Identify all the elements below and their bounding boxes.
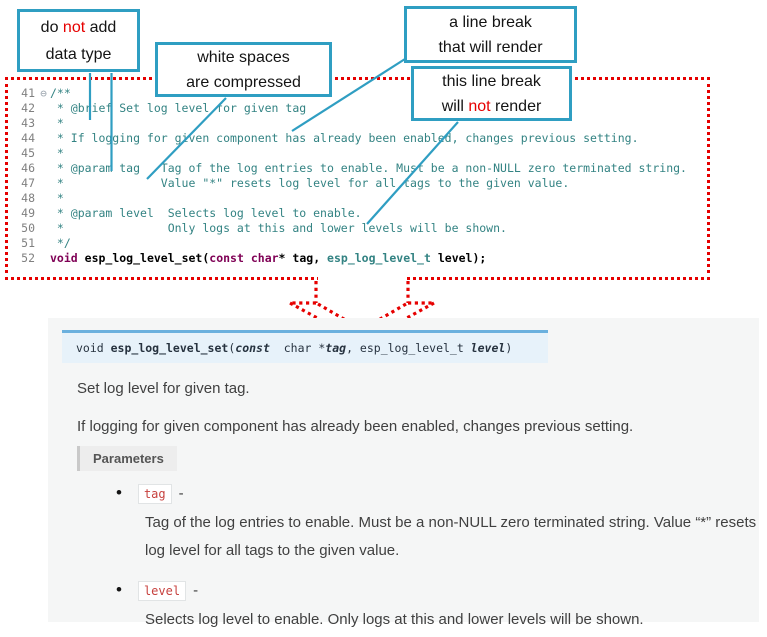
code-line — [14, 176, 687, 191]
callout-line: do not add — [40, 18, 117, 36]
line-number: 45 — [21, 146, 35, 160]
param-name-code: level — [138, 581, 186, 601]
line-number: 47 — [21, 176, 35, 190]
fold-column — [37, 206, 50, 221]
code-line — [14, 221, 687, 236]
fold-column — [37, 221, 50, 236]
line-number: 49 — [21, 206, 35, 220]
code-line — [14, 251, 687, 266]
brief-paragraph: Set log level for given tag. — [77, 380, 250, 397]
code-text: * — [50, 116, 64, 130]
parameters-label: Parameters — [77, 446, 177, 471]
code-text: * — [50, 191, 64, 205]
param-item — [116, 481, 757, 565]
line-number: 50 — [21, 221, 35, 235]
param-description: Selects log level to enable. Only logs at this and lower levels will be shown. — [145, 611, 644, 628]
callout-no-datatype — [17, 9, 140, 72]
code-line — [14, 191, 687, 206]
code-text: * — [50, 146, 64, 160]
fold-minus-icon: ⊖ — [40, 87, 47, 100]
param-dash: - — [193, 582, 199, 599]
line-number: 41 — [21, 86, 35, 100]
bullet-icon: • — [116, 580, 122, 599]
code-line — [14, 161, 687, 176]
line-number: 44 — [21, 131, 35, 145]
code-snippet-frame — [5, 77, 710, 280]
callout-line: are compressed — [186, 73, 301, 91]
fold-column — [37, 251, 50, 266]
callout-break-renders — [404, 6, 577, 63]
fold-column — [37, 131, 50, 146]
line-number: 51 — [21, 236, 35, 250]
fold-column — [37, 101, 50, 116]
param-description: Tag of the log entries to enable. Must be a non-NULL zero terminated string. Value “*” resets log level for all tags to the given value. — [145, 514, 757, 559]
param-item — [116, 578, 746, 634]
fold-column — [37, 161, 50, 176]
line-number: 43 — [21, 116, 35, 130]
callout-line: a line break — [449, 13, 532, 31]
code-text: * @param tag Tag of the log entries to enable. Must be a non-NULL zero terminated string. — [50, 161, 687, 175]
code-text: void esp_log_level_set(const char* tag, esp_log_level_t level); — [50, 251, 487, 265]
callout-break-not-render — [411, 66, 572, 121]
code-line — [14, 206, 687, 221]
code-text: * @brief Set log level for given tag — [50, 101, 307, 115]
code-line — [14, 131, 687, 146]
callout-whitespace-compressed — [155, 42, 332, 97]
callout-line: data type — [45, 45, 112, 63]
fold-column — [37, 146, 50, 161]
fold-column — [37, 236, 50, 251]
function-signature: void esp_log_level_set ( const char * tag , esp_log_level_t level ) — [62, 330, 548, 363]
param-dash: - — [178, 485, 184, 502]
code-editor — [14, 86, 687, 266]
code-line — [14, 86, 687, 101]
bullet-icon: • — [116, 483, 122, 502]
fold-column — [37, 176, 50, 191]
parameters-list — [116, 481, 757, 637]
arrow-gap-patch — [318, 274, 406, 284]
code-text: * @param level Selects log level to enable. — [50, 206, 362, 220]
code-line — [14, 236, 687, 251]
code-line — [14, 116, 687, 131]
callout-line: white spaces — [197, 48, 290, 66]
line-number: 42 — [21, 101, 35, 115]
param-name-code: tag — [138, 484, 172, 504]
code-line — [14, 146, 687, 161]
callout-line: that will render — [438, 38, 543, 56]
code-text: /** — [50, 86, 71, 100]
code-text: */ — [50, 236, 71, 250]
code-text: * Value "*" resets log level for all tags to the given value. — [50, 176, 570, 190]
callout-line: this line break — [442, 72, 541, 90]
fold-column — [37, 116, 50, 131]
rendered-doc-panel — [48, 318, 759, 628]
callout-line: will not render — [441, 97, 542, 115]
fold-column — [37, 191, 50, 206]
line-number: 46 — [21, 161, 35, 175]
details-paragraph: If logging for given component has already been enabled, changes previous setting. — [77, 418, 634, 435]
line-number: 52 — [21, 251, 35, 265]
line-number: 48 — [21, 191, 35, 205]
code-text: * Only logs at this and lower levels will be shown. — [50, 221, 507, 235]
code-line — [14, 101, 687, 116]
code-text: * If logging for given component has already been enabled, changes previous setting. — [50, 131, 639, 145]
